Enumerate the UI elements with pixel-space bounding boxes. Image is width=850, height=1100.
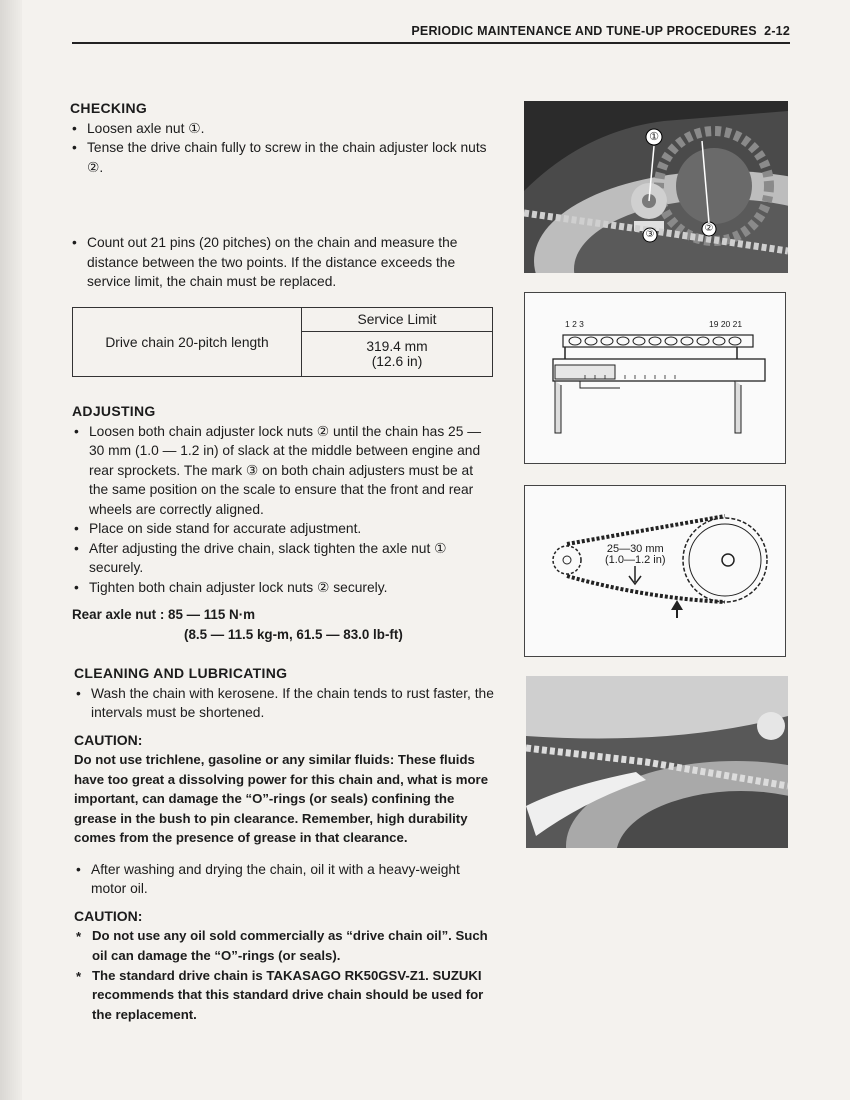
fig3-slack-metric: 25—30 mm <box>606 543 664 555</box>
header-title <box>411 24 790 38</box>
checking-item-3: • Count out 21 pins (20 pitches) on the chain and measure the distance between the two points. If the distance exceeds the service limit, the chain must be replaced. <box>70 233 495 292</box>
adjusting-item-4: • Tighten both chain adjuster lock nuts ② securely. <box>72 578 492 598</box>
chain-oiling-illustration <box>526 676 788 848</box>
checking-heading: CHECKING <box>70 100 148 116</box>
cleaning-item-1: • Wash the chain with kerosene. If the chain tends to rust faster, the intervals must be shortened. <box>74 684 496 723</box>
chain-slack-illustration <box>525 486 786 657</box>
checking-section-count <box>70 233 500 292</box>
fig3-slack-label <box>605 544 666 566</box>
caution-2-item-2: * The standard drive chain is TAKASAGO RK50GSV-Z1. SUZUKI recommends that this standard drive chain should be used for the replacement. <box>74 966 496 1025</box>
caution-2-item-1: * Do not use any oil sold commercially as “drive chain oil”. Such oil can damage the “O”-rings (or seals). <box>74 926 496 965</box>
spec-header-service-limit: Service Limit <box>302 308 493 332</box>
caution-1-text: Do not use trichlene, gasoline or any similar fluids: These fluids have too great a dissolving power for this chain and, what is more important, can damage the “O”-rings (or seals) confining the grease in the bush to pin clearance. Remember, high durability comes from the presence of grease in that clearance. <box>74 752 489 846</box>
axle-adjuster-illustration <box>524 101 788 273</box>
caution-2-heading: CAUTION: <box>74 907 143 924</box>
spec-value-cell <box>302 332 493 377</box>
adjusting-item-1: • Loosen both chain adjuster lock nuts ② until the chain has 25 — 30 mm (1.0 — 1.2 in) of slack at the middle between engine and rear sprockets. The mark ③ on both chain adjusters must be at the same position on the scale to ensure that the front and rear wheels are correctly aligned. <box>72 422 492 520</box>
spec-row-label: Drive chain 20-pitch length <box>73 308 302 377</box>
fig3-slack-imperial: (1.0—1.2 in) <box>605 554 666 566</box>
cleaning-item-2: • After washing and drying the chain, oil it with a heavy-weight motor oil. <box>74 860 496 899</box>
fig1-callout-3: ③ <box>645 229 655 240</box>
figure-chain-measure <box>524 292 786 464</box>
figure-chain-oiling-photo <box>526 676 788 848</box>
fig1-callout-1: ① <box>649 131 659 143</box>
fig1-callout-2: ② <box>704 223 714 234</box>
figure-axle-adjuster-photo <box>524 101 788 273</box>
torque-alt: (8.5 — 11.5 kg-m, 61.5 — 83.0 lb-ft) <box>184 626 403 642</box>
checking-item-1: • Loosen axle nut ①. <box>70 119 495 139</box>
service-limit-table <box>72 307 493 377</box>
page-edge <box>0 0 22 1100</box>
torque-label: Rear axle nut : 85 — 115 N·m <box>72 607 256 622</box>
page-header <box>72 22 790 44</box>
torque-spec <box>72 605 502 644</box>
spec-value-metric: 319.4 mm <box>366 339 428 354</box>
adjusting-heading: ADJUSTING <box>72 403 156 419</box>
figure-chain-slack <box>524 485 786 657</box>
adjusting-item-3: • After adjusting the drive chain, slack tighten the axle nut ① securely. <box>72 539 492 578</box>
header-section-title: PERIODIC MAINTENANCE AND TUNE-UP PROCEDURES <box>411 24 757 38</box>
caution-1-heading: CAUTION: <box>74 731 143 748</box>
fig2-pin-labels-right: 19 20 21 <box>709 319 743 329</box>
header-page-number: 2-12 <box>764 24 790 38</box>
checking-section <box>70 99 500 177</box>
checking-item-2: • Tense the drive chain fully to screw in the chain adjuster lock nuts ②. <box>70 138 495 177</box>
cleaning-heading: CLEANING AND LUBRICATING <box>74 665 288 681</box>
adjusting-section <box>72 402 502 644</box>
adjusting-item-2: • Place on side stand for accurate adjustment. <box>72 519 492 539</box>
spec-value-imperial: (12.6 in) <box>371 354 423 369</box>
fig2-pin-labels-left: 1 2 3 <box>565 319 584 329</box>
cleaning-section <box>74 664 496 1024</box>
